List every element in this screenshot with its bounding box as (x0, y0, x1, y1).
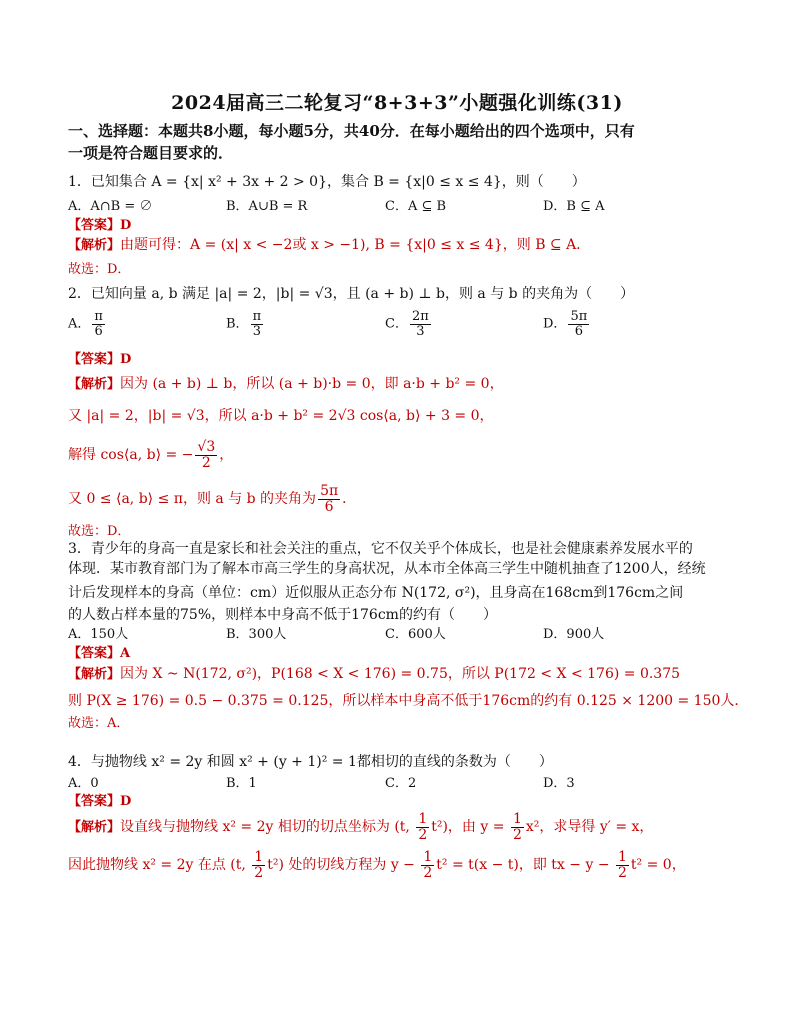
q4-option-b: B．1 (226, 776, 257, 791)
q4-option-c: C．2 (385, 776, 417, 791)
q3-analysis-line-1: 【解析】因为 X ~ N(172, σ²)，P(168 < X < 176) = 0.75，所以 P(172 < X < 176) = 0.375 (68, 666, 681, 682)
section-heading-line-2: 一项是符合题目要求的． (68, 144, 234, 162)
answer-label: 【答案】 (68, 794, 121, 809)
q3-answer-line (68, 642, 130, 661)
q4-answer-line (68, 790, 131, 809)
q2-analysis-line-4: 又 0 ≤ ⟨a, b⟩ ≤ π，则 a 与 b 的夹角为 $\frac{5\pi}{6}$ ． (68, 483, 357, 515)
q2-conclusion: 故选：D． (68, 524, 131, 539)
q2-option-c: C． $\frac{2\pi}{3}$ (385, 309, 429, 339)
page-title: 2024届高三二轮复习“8+3+3”小题强化训练(31) (171, 92, 623, 114)
q3-stem-line-4: 的人数占样本量的75%，则样本中身高不低于176cm的约有（ ） (68, 607, 497, 623)
section-heading-line-1: 一、选择题：本题共8小题，每小题5分，共40分．在每小题给出的四个选项中，只有 (68, 122, 635, 140)
q1-option-c: C．A ⊆ B (385, 199, 447, 214)
q1-stem: 1．已知集合 A = {x| x² + 3x + 2 > 0}，集合 B = {x|0 ≤ x ≤ 4}，则（ ） (68, 174, 586, 190)
q1-option-a: A．A∩B = ∅ (68, 199, 153, 214)
q1-conclusion: 故选：D． (68, 262, 131, 277)
q4-option-a: A．0 (68, 776, 99, 791)
q2-analysis-line-3: 解得 cos⟨a, b⟩ = − $\frac{√3}{2}$ ， (68, 439, 234, 471)
analysis-label: 【解析】 (68, 377, 121, 392)
q3-analysis-line-2: 则 P(X ≥ 176) = 0.5 − 0.375 = 0.125，所以样本中身高不低于176cm的约有 0.125 × 1200 = 150人． (68, 693, 749, 709)
q1-answer-line (68, 214, 131, 233)
q2-answer-line (68, 348, 131, 367)
q2-option-d: D． $\frac{5\pi}{6}$ (543, 309, 588, 339)
q2-stem: 2．已知向量 a, b 满足 |a| = 2，|b| = √3，且 (a + b) ⊥ b，则 a 与 b 的夹角为（ ） (68, 286, 635, 302)
q3-stem-line-1: 3．青少年的身高一直是家长和社会关注的重点，它不仅关乎个体成长，也是社会健康素养发展水平的 (68, 541, 693, 557)
q3-conclusion: 故选：A． (68, 716, 130, 731)
q3-option-d: D．900人 (543, 627, 605, 642)
q3-answer: A (120, 646, 131, 661)
q3-option-a: A．150人 (68, 627, 129, 642)
q3-option-c: C．600人 (385, 627, 446, 642)
analysis-label: 【解析】 (68, 238, 121, 253)
q4-analysis-line-1: 【解析】设直线与抛物线 x² = 2y 相切的切点坐标为 (t, $\frac{1}{2}$ t²)，由 y = $\frac{1}{2}$ x²，求导得 y′ = x， (68, 811, 654, 843)
q1-answer: D (120, 218, 132, 233)
q1-analysis: 由题可得：A = (x| x < −2或 x > −1), B = {x|0 ≤ x ≤ 4}，则 B ⊆ A． (120, 237, 591, 253)
q1-option-d: D．B ⊆ A (543, 199, 605, 214)
q3-stem-line-3: 计后发现样本的身高（单位：cm）近似服从正态分布 N(172, σ²)，且身高在168cm到176cm之间 (68, 585, 684, 601)
answer-label: 【答案】 (68, 646, 121, 661)
analysis-label: 【解析】 (68, 667, 121, 682)
analysis-label: 【解析】 (68, 820, 121, 836)
q4-stem: 4．与抛物线 x² = 2y 和圆 x² + (y + 1)² = 1都相切的直线的条数为（ ） (68, 754, 553, 770)
q2-answer: D (120, 352, 132, 367)
q2-analysis-line-1: 【解析】因为 (a + b) ⊥ b，所以 (a + b)·b = 0，即 a·b + b² = 0， (68, 376, 504, 392)
q4-option-d: D．3 (543, 776, 575, 791)
q3-option-b: B．300人 (226, 627, 287, 642)
q1-option-b: B．A∪B = R (226, 199, 308, 214)
answer-label: 【答案】 (68, 218, 121, 233)
q2-analysis-line-2: 又 |a| = 2，|b| = √3，所以 a·b + b² = 2√3 cos⟨a, b⟩ + 3 = 0， (68, 408, 494, 424)
q3-stem-line-2: 体现．某市教育部门为了解本市高三学生的身高状况，从本市全体高三学生中随机抽查了1200人，经统 (68, 561, 706, 577)
q1-analysis-line (68, 234, 590, 254)
q2-option-a: A． $\frac{\pi}{6}$ (68, 309, 103, 339)
q4-analysis-line-2: 因此抛物线 x² = 2y 在点 (t, $\frac{1}{2}$ t²) 处的切线方程为 y − $\frac{1}{2}$ t² = t(x − t)，即 tx − y − $\frac{1}{2}$ t² = 0， (68, 849, 686, 881)
q4-answer: D (120, 794, 132, 809)
answer-label: 【答案】 (68, 352, 121, 367)
q2-option-b: B． $\frac{\pi}{3}$ (226, 309, 262, 339)
